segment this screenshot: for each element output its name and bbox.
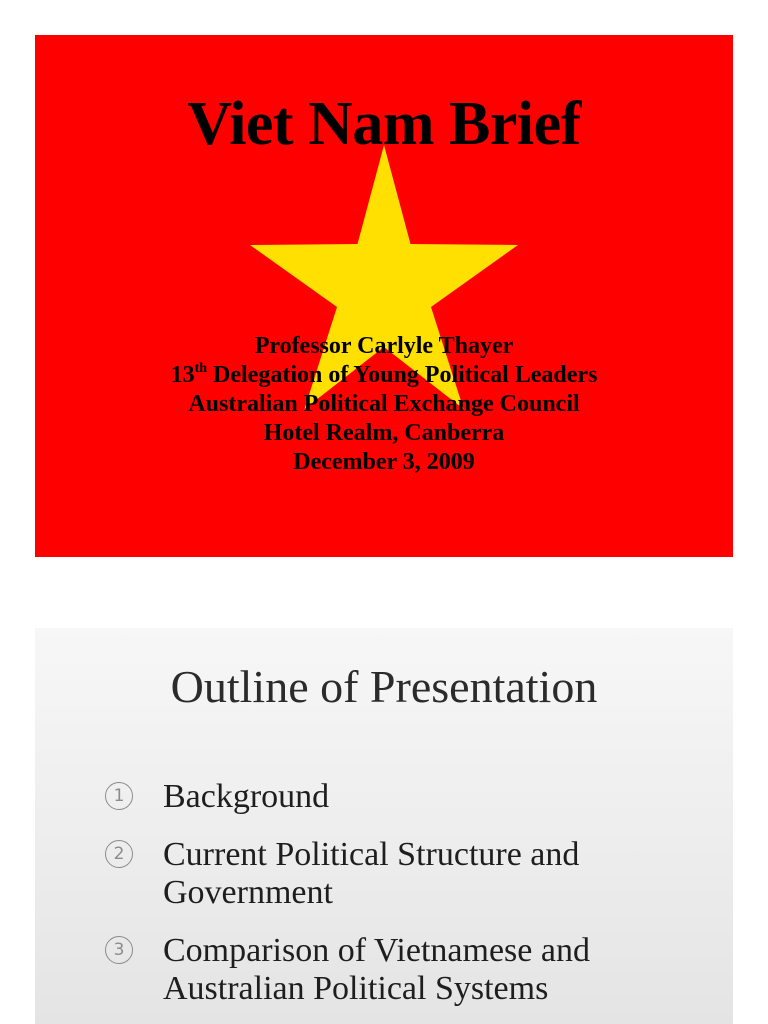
list-item-text (163, 932, 705, 1008)
list-item (105, 932, 705, 1008)
venue: Hotel Realm, Canberra (263, 420, 505, 446)
list-item-line: Background (163, 778, 330, 815)
council-name: Australian Political Exchange Council (188, 391, 580, 417)
list-item-text (163, 836, 705, 912)
numbered-circle-icon: 1 (105, 782, 133, 810)
list-item-text (163, 778, 705, 816)
presenter-name: Professor Carlyle Thayer (254, 333, 514, 359)
list-item (105, 836, 705, 912)
outline-list (105, 778, 705, 1024)
numbered-circle-icon: 2 (105, 840, 133, 868)
presenter-info (35, 332, 733, 477)
list-item-line: Australian Political Systems (163, 970, 549, 1007)
list-item (105, 778, 705, 816)
list-item-line: Comparison of Vietnamese and (163, 932, 590, 969)
delegation-line (35, 361, 733, 390)
presentation-date: December 3, 2009 (293, 449, 475, 475)
outline-heading: Outline of Presentation (170, 661, 598, 712)
delegation-text: Delegation of Young Political Leaders (207, 362, 598, 388)
list-item-line: Government (163, 874, 333, 911)
list-item-line: Current Political Structure and (163, 836, 580, 873)
title-slide (35, 35, 733, 557)
outline-slide (35, 628, 733, 1024)
slide-title: Viet Nam Brief (187, 90, 581, 158)
delegation-suffix: th (194, 361, 208, 376)
delegation-number: 13 (170, 362, 195, 388)
numbered-circle-icon: 3 (105, 936, 133, 964)
